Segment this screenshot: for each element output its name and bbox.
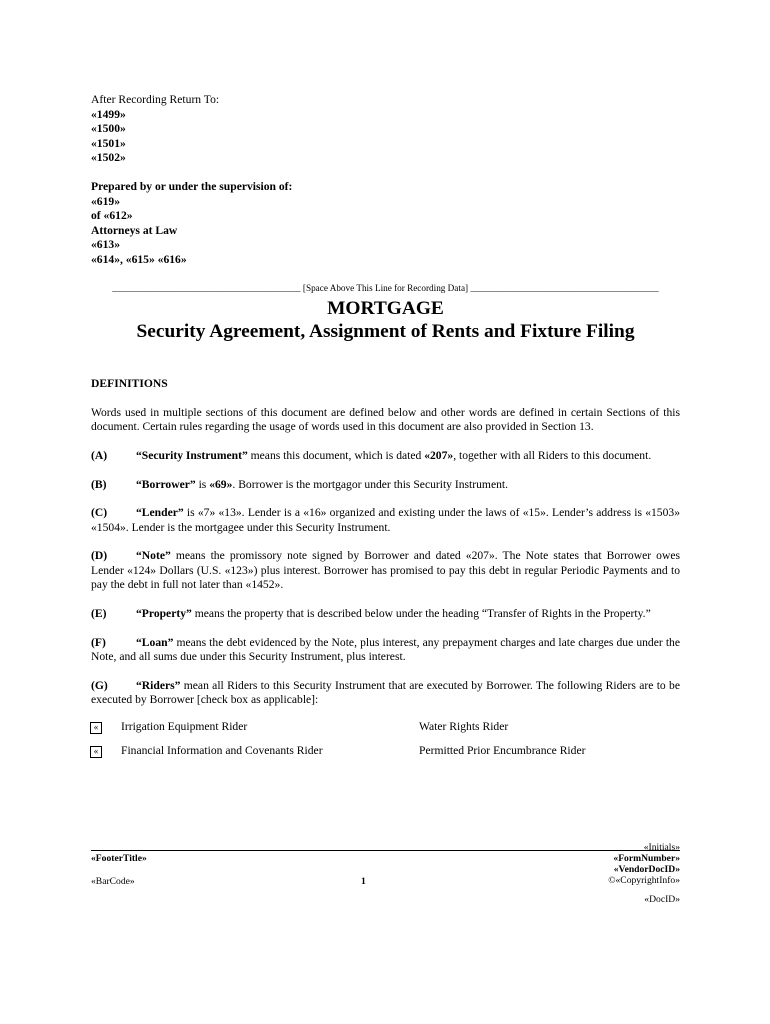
definition-item: [91, 506, 680, 535]
prepared-line: Attorneys at Law: [91, 223, 178, 237]
definition-term: “Lender”: [136, 506, 184, 520]
riders-checklist: [91, 720, 680, 768]
definitions-intro: Words used in multiple sections of this document are defined below and other words are defined in certain Sections of this document. Certain rules regarding the usage of words used in this document are also provided in Section 13.: [91, 405, 680, 434]
definition-field: «69»: [209, 477, 233, 491]
return-line: «1500»: [91, 122, 126, 136]
definitions-heading: DEFINITIONS: [91, 377, 168, 391]
definition-item: [91, 636, 680, 665]
definition-term: “Property”: [136, 607, 192, 621]
definition-text: means the debt evidenced by the Note, plus interest, any prepayment charges and late charges due under the Note, and all sums due under this Security Instrument, plus interest.: [91, 635, 680, 664]
definition-text: is: [195, 477, 210, 491]
definition-tag: (B): [91, 477, 107, 491]
rider-label: Water Rights Rider: [419, 720, 509, 734]
rider-label: Irrigation Equipment Rider: [121, 720, 248, 734]
definition-text: means this document, which is dated: [247, 448, 425, 462]
rider-label: Financial Information and Covenants Rider: [121, 744, 323, 758]
footer-form-number: «FormNumber»: [613, 853, 680, 864]
rider-checkbox[interactable]: «: [90, 722, 102, 734]
footer-initials: «Initials»: [643, 842, 680, 853]
return-block: [91, 93, 680, 166]
rider-checkbox[interactable]: «: [90, 746, 102, 758]
return-heading: After Recording Return To:: [91, 93, 220, 106]
definition-field: «207»: [424, 448, 454, 462]
rider-row: [91, 720, 680, 744]
definition-tag: (A): [91, 448, 108, 462]
prepared-line: of «612»: [91, 209, 133, 223]
definition-text: means the promissory note signed by Borrower and dated «207». The Note states that Borrower owes Lender «124» Dollars (U.S. «123») plus interest. Borrower has promised to pay this debt in regular Periodic Payments and to pay the debt in full not later than «1452».: [91, 549, 680, 592]
definition-term: “Loan”: [136, 635, 174, 649]
definition-term: “Note”: [136, 549, 171, 563]
definition-text: means the property that is described below under the heading “Transfer of Rights in the Property.”: [191, 607, 651, 621]
prepared-line: «614», «615» «616»: [91, 252, 187, 266]
document-page: [91, 93, 680, 768]
rider-label: Permitted Prior Encumbrance Rider: [419, 744, 586, 758]
prepared-line: «619»: [91, 194, 120, 208]
definition-text: . Borrower is the mortgagor under this Security Instrument.: [232, 477, 509, 491]
definition-term: “Riders”: [136, 678, 181, 692]
footer-vendor-doc-id: «VendorDocID»: [613, 864, 680, 875]
definition-tag: (E): [91, 607, 107, 621]
definition-item: [91, 607, 680, 622]
footer-title: «FooterTitle»: [91, 853, 147, 864]
recording-separator: _________________________________________ [Space Above This Line for Recording Data] _________________________________________: [112, 282, 659, 293]
definition-text: mean all Riders to this Security Instrument that are executed by Borrower. The following Riders are to be executed by Borrower [check box as applicable]:: [91, 678, 680, 707]
definition-term: “Security Instrument”: [136, 448, 248, 462]
definition-text: is «7» «13». Lender is a «16» organized and existing under the laws of «15». Lender’s address is «1503» «1504». Lender is the mortgagee under this Security Instrument.: [91, 506, 680, 534]
prepared-heading: Prepared by or under the supervision of:: [91, 179, 293, 193]
return-line: «1499»: [91, 107, 126, 121]
definition-item: [91, 449, 680, 464]
definition-item: [91, 679, 680, 708]
definition-tag: (F): [91, 635, 106, 649]
footer-doc-id: «DocID»: [644, 894, 680, 905]
rider-row: [91, 744, 680, 768]
definition-tag: (C): [91, 506, 108, 520]
document-title: MORTGAGE: [327, 298, 444, 320]
definition-item: [91, 549, 680, 593]
definition-text: , together with all Riders to this document.: [453, 448, 652, 462]
footer-copyright: ©«CopyrightInfo»: [608, 875, 680, 886]
return-line: «1502»: [91, 151, 126, 165]
footer-rule: [91, 850, 680, 851]
definition-item: [91, 478, 680, 493]
footer-barcode: «BarCode»: [91, 876, 135, 887]
prepared-line: «613»: [91, 238, 120, 252]
definition-tag: (G): [91, 678, 108, 692]
page-number: 1: [361, 876, 366, 887]
document-subtitle: Security Agreement, Assignment of Rents and Fixture Filing: [136, 321, 635, 343]
definition-tag: (D): [91, 549, 108, 563]
footer-form-info: [608, 853, 680, 886]
definition-term: “Borrower”: [136, 477, 196, 491]
prepared-block: [91, 180, 680, 268]
return-line: «1501»: [91, 136, 126, 150]
